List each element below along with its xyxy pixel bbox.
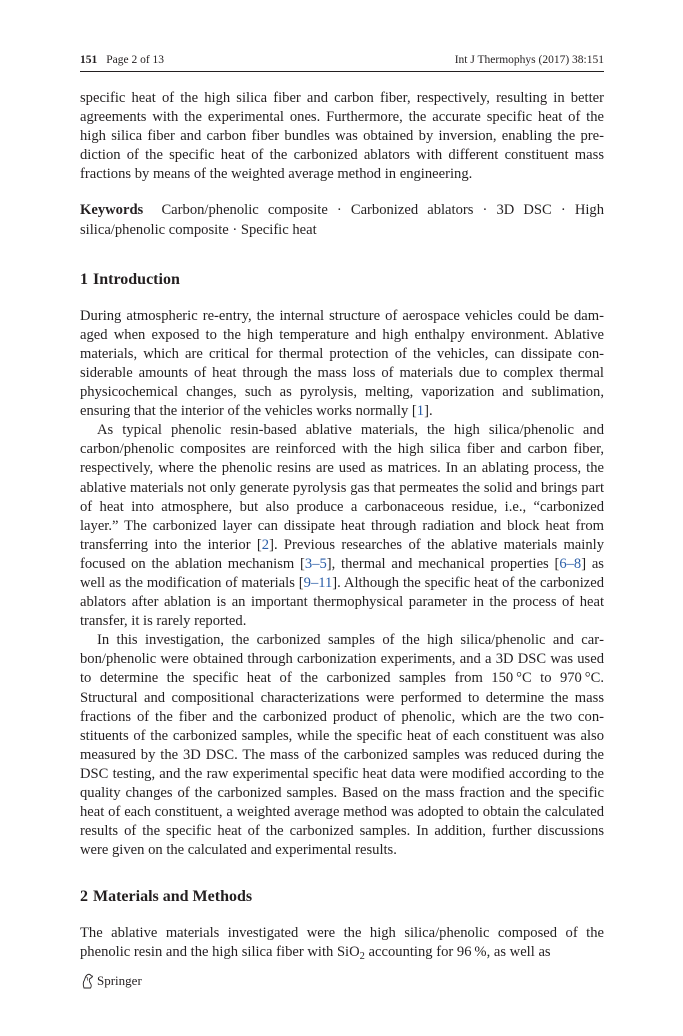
paragraph: In this investigation, the carbonized samples of the high silica/phenolic and carbon/phenolic were obtained through carbonization experiments, and a 3D DSC was used to determine the specific heat of the carbonized samples from 150 °C to 970 °C. Structural and compositional characterizations were performed to determine the mass fractions of the fiber and the carbonized product of phenolic, which are the two constituents of the carbonized samples, while the specific heat of each constituent was also measured by the 3D DSC. The mass of the carbonized samples was reduced during the DSC testing, and the raw experimental specific heat data were modified according to the quality changes of the carbonized samples. Based on the mass fraction and the specific heat of each constituent, a weighted average method was adopted to obtain the calculated results of the specific heat of the carbonized samples. In addition, further discussions were given on the calculated and experimental results. [80, 632, 604, 859]
abstract-continuation: specific heat of the high silica fiber and carbon fiber, respectively, resulting in better agreements with the experimental ones. Furthermore, the accurate specific heat of the high silica fiber and carbon fiber bundles was obtained by inversion, enabling the prediction of the specific heat of the carbonized ablators with different constituent mass fractions by means of the weighted average method in engineering. [80, 90, 604, 183]
keywords-text: Carbon/phenolic composite · Carbonized ablators · 3D DSC · High silica/phenolic composite · Specific heat [80, 202, 605, 238]
text-run: ] as well as the modification of materials [ [80, 555, 604, 591]
citation-link[interactable]: 2 [261, 536, 270, 553]
citation-link[interactable]: 1 [416, 403, 425, 420]
publisher-name: Springer [97, 973, 142, 988]
page-number: 151 [80, 54, 98, 66]
paragraph [80, 307, 604, 422]
section-title: Introduction [93, 270, 180, 288]
text-run: ]. Although the specific heat of the carbonized ablators after ablation is an important thermophysical parameter in the process of heat transfer, it is rarely reported. [80, 574, 604, 630]
text-run: As typical phenolic resin-based ablative materials, the high silica/phenolic and carbon/phenolic composites are reinforced with the high silica fiber and carbon fiber, respectively, where the phenolic resins are used as matrices. In an ablating process, the ablative materials not only generate pyrolysis gas that permeates the solid and brings part of heat into atmosphere, but also produce a carbonaceous residue, i.e., “carbonized layer.” The carbonized layer can dissipate heat through radiation and block heat from transferring into the interior [ [80, 422, 604, 553]
text-run: accounting for 96 %, as well as [364, 944, 551, 961]
page-label: Page 2 of 13 [106, 54, 165, 66]
text-run: ]. Previous researches of the ablative materials mainly focused on the ablation mechanism [ [80, 536, 604, 572]
section-heading-introduction [80, 270, 604, 290]
paragraph [80, 421, 604, 631]
header-left [80, 52, 164, 68]
text-run: During atmospheric re-entry, the internal structure of aerospace vehicles could be damaged when exposed to the high temperature and high enthalpy environment. Ablative materials, which are critical for thermal protection of the vehicles, can dissipate considerable amounts of heat through the mass loss of materials due to complex thermal physicochemical changes, such as pyrolysis, melting, vaporization and sublimation, ensuring that the interior of the vehicles works normally [ [80, 307, 604, 420]
section-title: Materials and Methods [93, 888, 253, 906]
section-number: 2 [80, 888, 88, 906]
running-header [80, 52, 604, 68]
citation-link[interactable]: 6–8 [559, 555, 582, 572]
page-footer [80, 972, 142, 990]
page-body [80, 89, 604, 963]
keywords-title: Keywords [80, 202, 144, 219]
citation-link[interactable]: 3–5 [304, 555, 327, 572]
text-run: ], thermal and mechanical properties [ [326, 555, 560, 572]
section-number: 1 [80, 270, 88, 288]
header-rule [80, 71, 604, 72]
citation-link[interactable]: 9–11 [303, 574, 333, 591]
keywords [80, 201, 604, 239]
subscript: 2 [359, 951, 365, 963]
section-heading-materials-methods [80, 887, 604, 907]
text-run: ]. [424, 403, 433, 420]
paragraph [80, 924, 604, 962]
springer-horse-icon [80, 973, 94, 989]
journal-citation: Int J Thermophys (2017) 38:151 [454, 54, 604, 66]
text-run: The ablative materials investigated were the high silica/phenolic composed of the phenolic resin and the high silica fiber with SiO [80, 925, 604, 961]
